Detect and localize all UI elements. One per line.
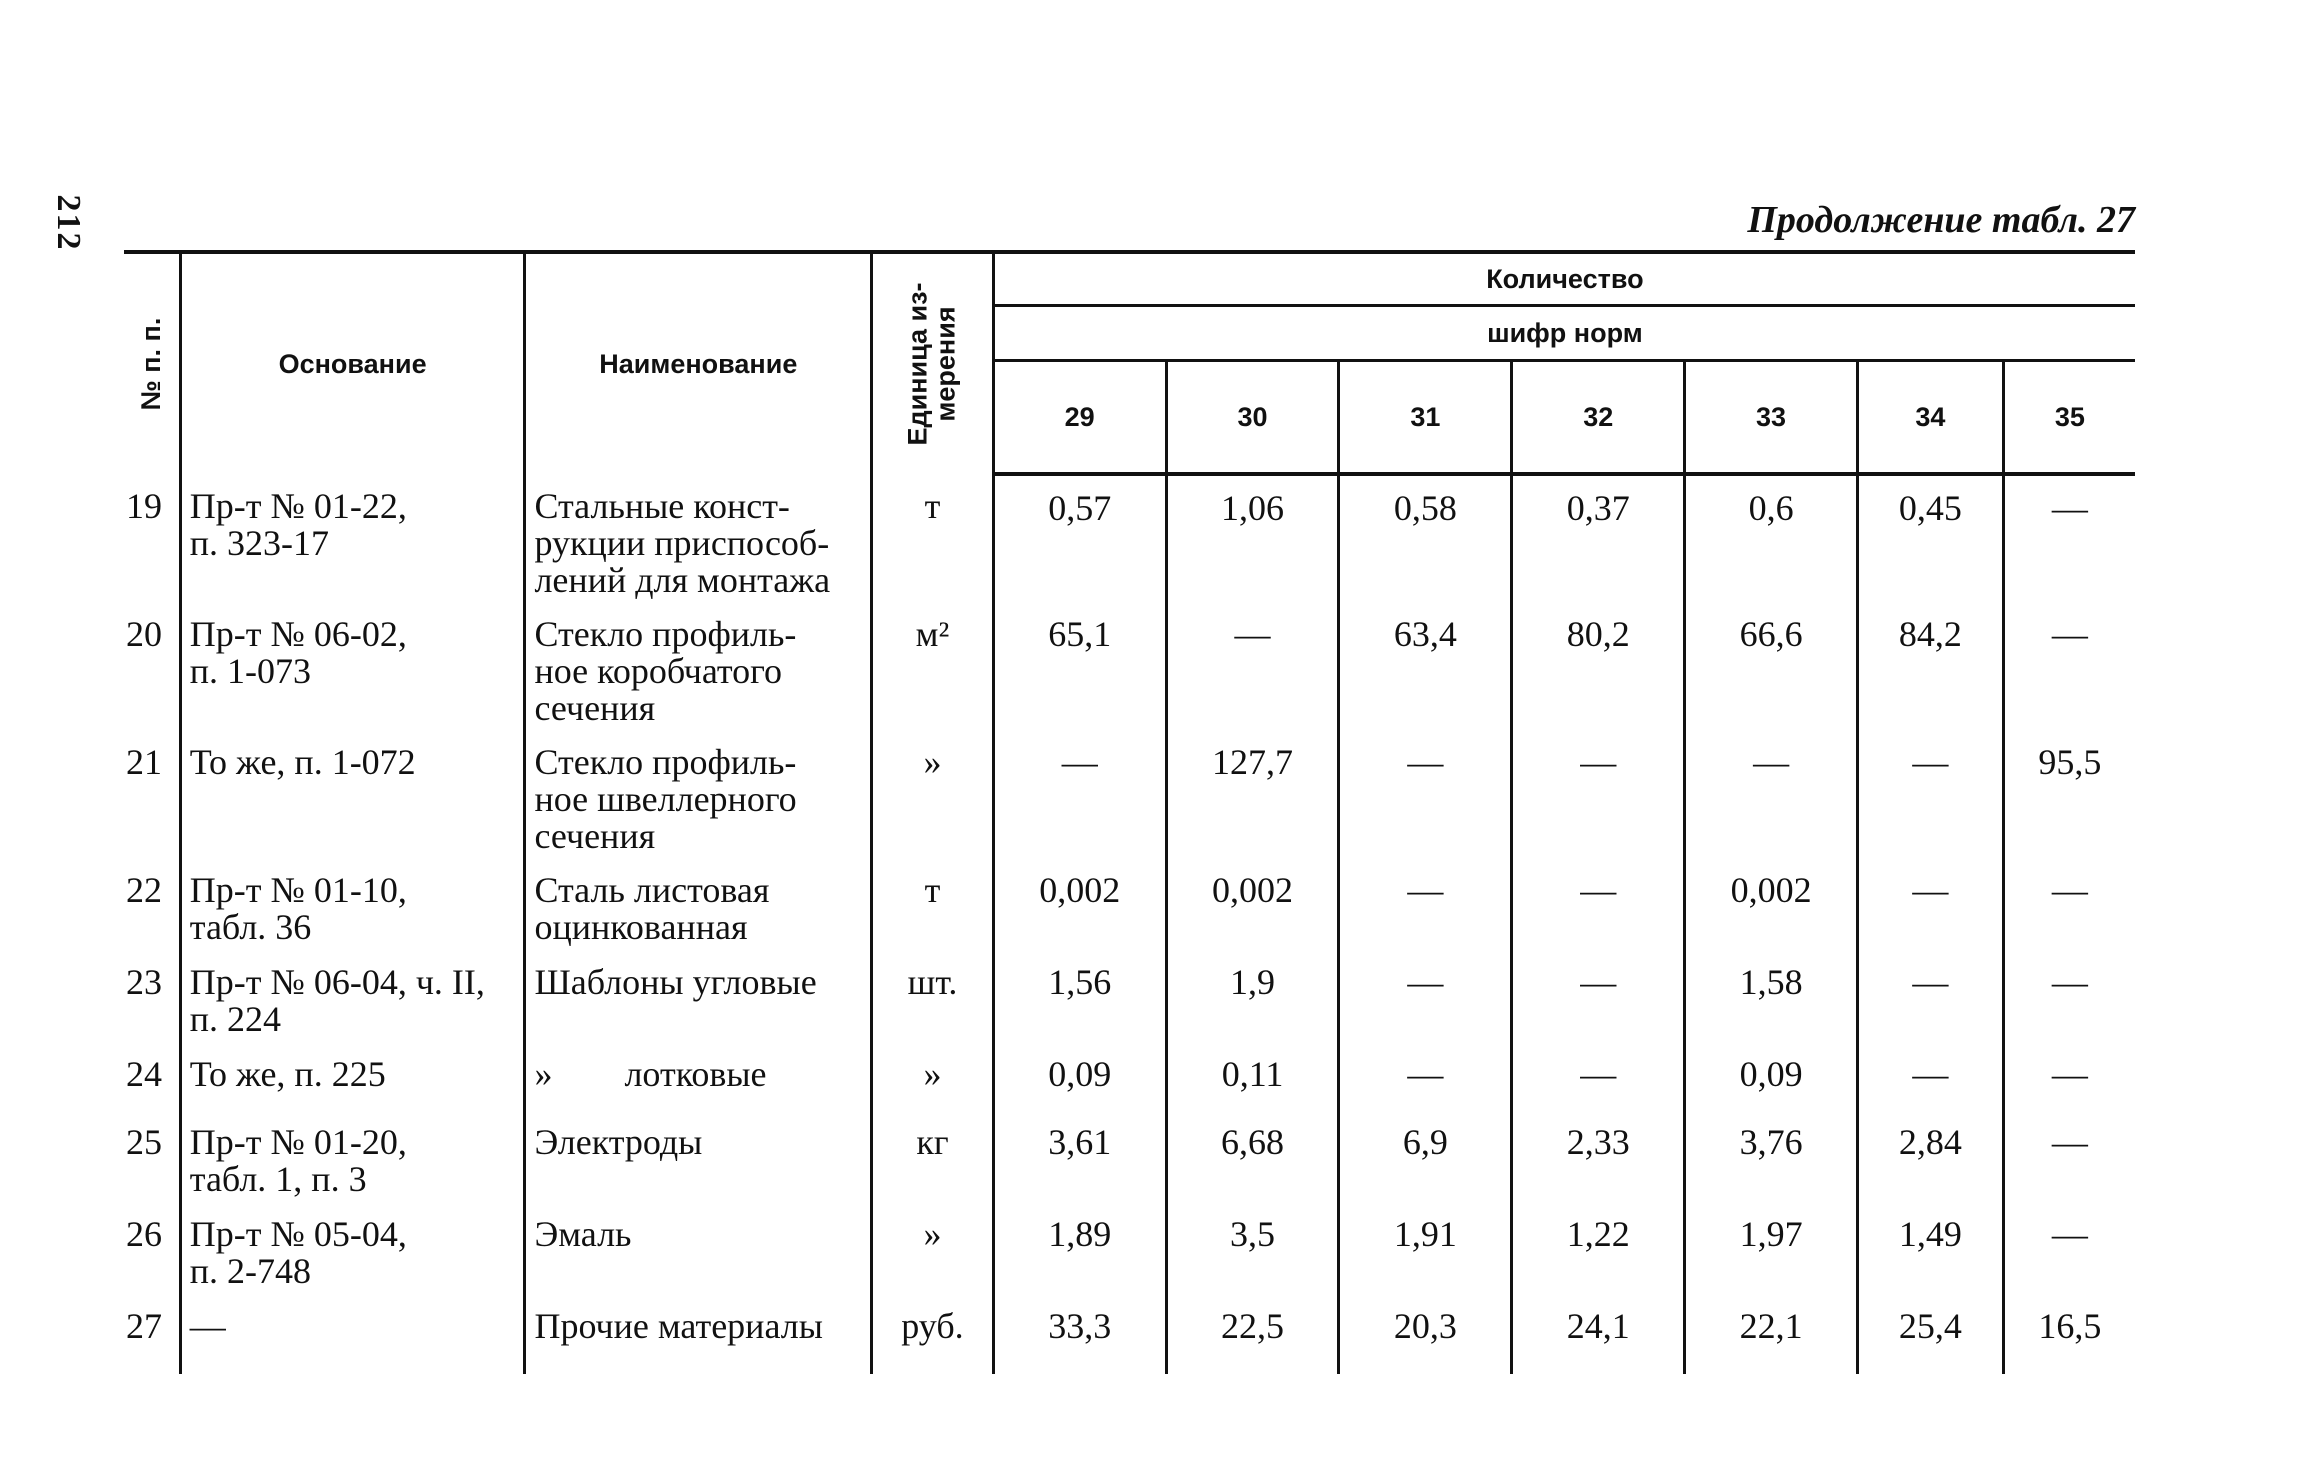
- value-cell-34: 0,45: [1857, 474, 2003, 602]
- table-row: [124, 1042, 2135, 1110]
- basis-cell: Пр-т № 01-20, табл. 1, п. 3: [180, 1110, 525, 1202]
- name-cell: Стальные конст- рукции приспособ- лений для монтажа: [525, 474, 872, 602]
- header-col-32: 32: [1512, 361, 1685, 475]
- value-cell-31: 63,4: [1339, 602, 1512, 730]
- header-col-34: 34: [1857, 361, 2003, 475]
- value-cell-30: —: [1166, 602, 1339, 730]
- header-col-35: 35: [2003, 361, 2135, 475]
- value-cell-33: 0,6: [1685, 474, 1858, 602]
- basis-cell: То же, п. 1-072: [180, 730, 525, 858]
- unit-cell: м²: [872, 602, 994, 730]
- unit-cell: шт.: [872, 950, 994, 1042]
- header-basis: Основание: [180, 252, 525, 474]
- value-cell-30: 3,5: [1166, 1202, 1339, 1294]
- value-cell-33: 0,09: [1685, 1042, 1858, 1110]
- basis-cell: Пр-т № 06-02, п. 1-073: [180, 602, 525, 730]
- table-header: [124, 252, 2135, 474]
- value-cell-29: 33,3: [993, 1294, 1166, 1374]
- value-cell-33: 22,1: [1685, 1294, 1858, 1374]
- row-number-cell: 25: [126, 1122, 162, 1162]
- name-cell: Электроды: [525, 1110, 872, 1202]
- value-cell-30: 1,9: [1166, 950, 1339, 1042]
- header-col-30: 30: [1166, 361, 1339, 475]
- value-cell-29: 65,1: [993, 602, 1166, 730]
- value-cell-29: 3,61: [993, 1110, 1166, 1202]
- basis-cell: Пр-т № 06-04, ч. II, п. 224: [180, 950, 525, 1042]
- value-cell-35: —: [2003, 474, 2135, 602]
- table-row: [124, 1294, 2135, 1374]
- row-number-cell: 27: [126, 1306, 162, 1346]
- table-row: [124, 950, 2135, 1042]
- value-cell-30: 22,5: [1166, 1294, 1339, 1374]
- row-number-cell: 23: [126, 962, 162, 1002]
- value-cell-30: 6,68: [1166, 1110, 1339, 1202]
- header-col-33: 33: [1685, 361, 1858, 475]
- table-row: [124, 474, 2135, 602]
- value-cell-35: —: [2003, 1042, 2135, 1110]
- value-cell-29: —: [993, 730, 1166, 858]
- value-cell-31: 20,3: [1339, 1294, 1512, 1374]
- name-cell: Стекло профиль- ное коробчатого сечения: [525, 602, 872, 730]
- basis-cell: Пр-т № 05-04, п. 2-748: [180, 1202, 525, 1294]
- value-cell-32: 80,2: [1512, 602, 1685, 730]
- value-cell-29: 1,56: [993, 950, 1166, 1042]
- value-cell-35: 95,5: [2003, 730, 2135, 858]
- basis-cell: То же, п. 225: [180, 1042, 525, 1110]
- value-cell-31: —: [1339, 950, 1512, 1042]
- value-cell-31: —: [1339, 858, 1512, 950]
- header-code: шифр норм: [993, 306, 2135, 361]
- value-cell-35: —: [2003, 1202, 2135, 1294]
- value-cell-35: —: [2003, 1110, 2135, 1202]
- value-cell-32: 0,37: [1512, 474, 1685, 602]
- row-number-cell: 24: [126, 1054, 162, 1094]
- name-cell: Прочие материалы: [525, 1294, 872, 1374]
- value-cell-30: 1,06: [1166, 474, 1339, 602]
- value-cell-32: 2,33: [1512, 1110, 1685, 1202]
- value-cell-32: —: [1512, 1042, 1685, 1110]
- row-number-cell: 19: [126, 486, 162, 526]
- value-cell-35: 16,5: [2003, 1294, 2135, 1374]
- value-cell-29: 1,89: [993, 1202, 1166, 1294]
- continuation-title: Продолжение табл. 27: [1747, 199, 2135, 241]
- value-cell-34: —: [1857, 730, 2003, 858]
- unit-cell: кг: [872, 1110, 994, 1202]
- unit-cell: »: [872, 1202, 994, 1294]
- table-row: [124, 858, 2135, 950]
- value-cell-32: 1,22: [1512, 1202, 1685, 1294]
- value-cell-33: 1,97: [1685, 1202, 1858, 1294]
- unit-cell: т: [872, 858, 994, 950]
- value-cell-34: —: [1857, 1042, 2003, 1110]
- header-row-number-label: № п. п.: [136, 317, 167, 411]
- basis-cell: —: [180, 1294, 525, 1374]
- value-cell-33: 0,002: [1685, 858, 1858, 950]
- table-body: [124, 474, 2135, 1374]
- table-row: [124, 1110, 2135, 1202]
- name-cell: Сталь листовая оцинкованная: [525, 858, 872, 950]
- value-cell-31: 6,9: [1339, 1110, 1512, 1202]
- header-name: Наименование: [525, 252, 872, 474]
- value-cell-29: 0,002: [993, 858, 1166, 950]
- header-row-number: [124, 252, 180, 474]
- name-cell: » лотковые: [525, 1042, 872, 1110]
- value-cell-30: 127,7: [1166, 730, 1339, 858]
- value-cell-31: —: [1339, 1042, 1512, 1110]
- norms-table: [124, 250, 2135, 1374]
- name-cell: Шаблоны угловые: [525, 950, 872, 1042]
- value-cell-33: 66,6: [1685, 602, 1858, 730]
- unit-cell: »: [872, 730, 994, 858]
- value-cell-35: —: [2003, 602, 2135, 730]
- table-row: [124, 1202, 2135, 1294]
- value-cell-29: 0,57: [993, 474, 1166, 602]
- page-number: 212: [50, 194, 87, 252]
- value-cell-34: 1,49: [1857, 1202, 2003, 1294]
- row-number-cell: 20: [126, 614, 162, 654]
- basis-cell: Пр-т № 01-10, табл. 36: [180, 858, 525, 950]
- name-cell: Стекло профиль- ное швеллерного сечения: [525, 730, 872, 858]
- table-row: [124, 730, 2135, 858]
- value-cell-34: —: [1857, 950, 2003, 1042]
- value-cell-30: 0,11: [1166, 1042, 1339, 1110]
- value-cell-34: —: [1857, 858, 2003, 950]
- row-number-cell: 22: [126, 870, 162, 910]
- header-col-31: 31: [1339, 361, 1512, 475]
- header-unit: [872, 252, 994, 474]
- value-cell-35: —: [2003, 950, 2135, 1042]
- value-cell-32: —: [1512, 730, 1685, 858]
- table-row: [124, 602, 2135, 730]
- unit-cell: »: [872, 1042, 994, 1110]
- name-cell: Эмаль: [525, 1202, 872, 1294]
- unit-cell: руб.: [872, 1294, 994, 1374]
- value-cell-35: —: [2003, 858, 2135, 950]
- header-unit-label: Единица из- мерения: [903, 282, 962, 446]
- row-number-cell: 26: [126, 1214, 162, 1254]
- value-cell-31: —: [1339, 730, 1512, 858]
- value-cell-33: 1,58: [1685, 950, 1858, 1042]
- value-cell-34: 2,84: [1857, 1110, 2003, 1202]
- value-cell-34: 25,4: [1857, 1294, 2003, 1374]
- value-cell-32: —: [1512, 950, 1685, 1042]
- value-cell-30: 0,002: [1166, 858, 1339, 950]
- value-cell-33: 3,76: [1685, 1110, 1858, 1202]
- basis-cell: Пр-т № 01-22, п. 323-17: [180, 474, 525, 602]
- value-cell-31: 1,91: [1339, 1202, 1512, 1294]
- row-number-cell: 21: [126, 742, 162, 782]
- header-col-29: 29: [993, 361, 1166, 475]
- value-cell-31: 0,58: [1339, 474, 1512, 602]
- header-quantity: Количество: [993, 252, 2135, 306]
- value-cell-33: —: [1685, 730, 1858, 858]
- unit-cell: т: [872, 474, 994, 602]
- value-cell-29: 0,09: [993, 1042, 1166, 1110]
- value-cell-34: 84,2: [1857, 602, 2003, 730]
- value-cell-32: 24,1: [1512, 1294, 1685, 1374]
- value-cell-32: —: [1512, 858, 1685, 950]
